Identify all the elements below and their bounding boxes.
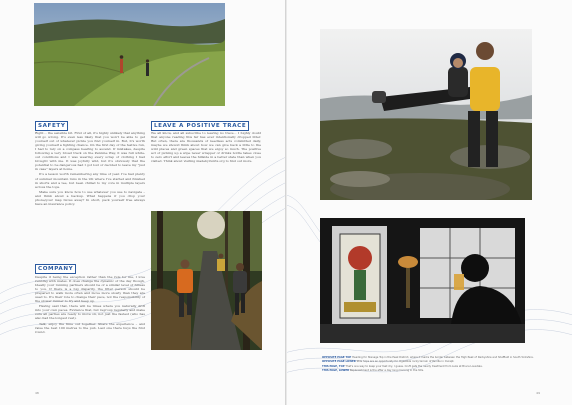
photo-runner-carrying-friend: [320, 29, 532, 200]
photo-pub-pint: [320, 218, 525, 343]
photo-moorland-runners: [34, 3, 225, 106]
left-page-number: 48: [35, 391, 39, 395]
heading-leave-a-positive-trace: LEAVE A POSITIVE TRACE: [151, 121, 249, 131]
caption-this-lower: [322, 369, 557, 373]
company-paragraph-2: Having said that, there will be times where you naturally drift into your own paces. Evidence that, but regroup regularly and make sure all parties are ready to move on, not just the fastest (who has also had the longest rest).: [35, 304, 145, 321]
company-column: [35, 275, 145, 335]
photo-forest-path-runners: [151, 211, 262, 350]
safety-column: [35, 131, 145, 207]
caption-key: OPPOSITE PAGE LOWER: [322, 360, 356, 364]
heading-safety: SAFETY: [35, 121, 68, 131]
caption-key: THIS PAGE, TOP: [322, 364, 345, 368]
photo-captions: [322, 356, 557, 373]
right-page: [287, 0, 572, 405]
company-paragraph-1: Despite it being the exception rather than the rule for me, I love running with mates. It does change the dynamic of the day though. Ideally your running partners should be of a similar level of fitness to you. If there is a big disparity, the fitter person should be prepared to walk more often and move more slowly than they are used to. It's their role to change their pace, not the responsibility of the slower runner to try and keep up.: [35, 275, 145, 304]
caption-text: Stile hops are an opportunity for digestible rocky terrain of Pendle in Ourapt.: [356, 360, 455, 364]
caption-text: Heading for Stanage Top in the Peak District, where it marks the border between the High Peak of Derbyshire and Sheffield in South Yorkshire.: [352, 356, 534, 359]
safety-paragraph-3: Make sure you know how to use whatever you use to navigate – and think about a backup. What happens if you drop your phone/your map blows away? In short, pack yourself free always have an insurance policy.: [35, 189, 145, 206]
caption-text: Replenishment is the after a day long morning in the hills.: [349, 369, 424, 373]
heading-company: COMPANY: [35, 264, 76, 274]
caption-text: That's one way to keep your feet dry, I guess. Cruft gets the nearly treatment from Luke at Bruce Lousdale.: [345, 364, 483, 368]
positive-trace-column: [151, 131, 261, 164]
company-paragraph-3: Talk, enjoy the time out together. Share the experience – and raise the best 100 metres to the pub. Last one there buys the first round.: [35, 321, 145, 334]
safety-paragraph-1: Right... the sensible bit. First of all, it's highly unlikely that anything will go wrong. It's even less likely that you won't be able to get yourself out of whatever pickle you find yourself in. But, it's worth giving yourself a fighting chance. On the first day of the festive run, I had to rely on a compass bearing to ascend. If mistakes, despite following a very broad track on the Pennine Way, it was full white-out conditions and I was wearing every scrap of clothing I had brought with me. It was joyfully wild, but it's obviously that the potential to be dangerous had I got lost or decided to leave my "just in case" layers at home.: [35, 131, 145, 172]
positive-trace-paragraph-1: We all know, and all subscribe to leaving no trace... I highly doubt that anyone reading this far has ever intentionally dropped litter. But often, there are thousands of needless acts committed daily, maybe we should think about how we can give back a little to the wild places and green spaces that we enjoy so much. The positive act of picking up a wipe never wrapper or drinks bottle takes close to zero effort and leaves the hillside in a better state than when you visited. Think about visiting madebyrunfix.org to find out more.: [151, 131, 261, 164]
right-page-number: 49: [536, 391, 540, 395]
caption-key: THIS PAGE, LOWER: [322, 369, 350, 373]
safety-paragraph-2: It's a lesson worth remembering any time of year. I've had plenty of summer mountain runs in the UK where I've started and finished in shorts and a tee, but been chilled to my core in multiple layers across the tops.: [35, 172, 145, 189]
caption-key: OPPOSITE PAGE TOP: [322, 356, 352, 359]
